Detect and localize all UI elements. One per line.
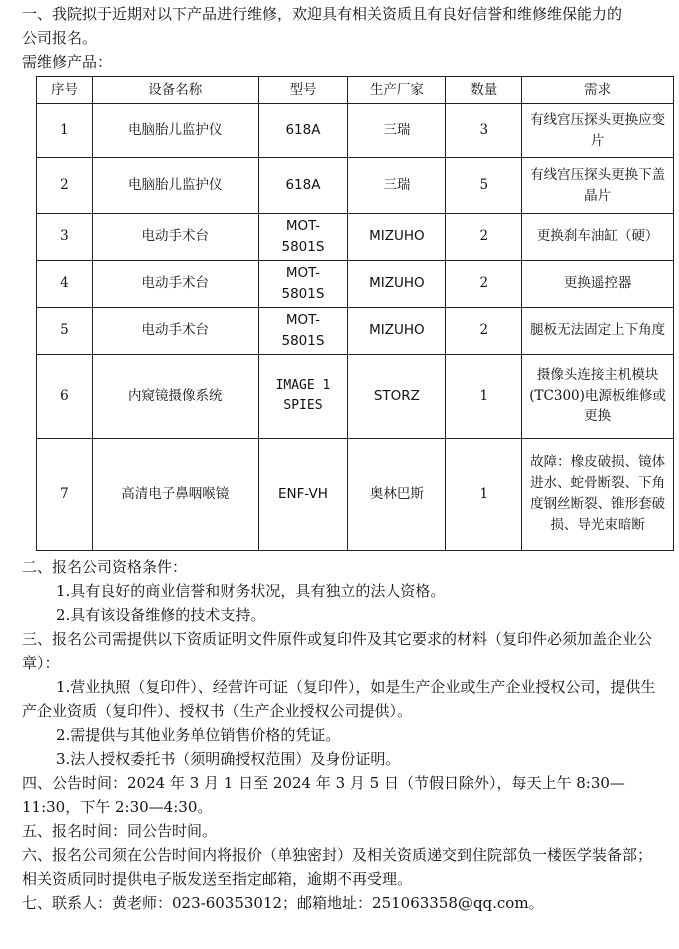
table-row xyxy=(37,260,674,307)
cell-maker: MIZUHO xyxy=(348,307,446,354)
cell-maker: MIZUHO xyxy=(348,214,446,261)
header-model: 型号 xyxy=(258,77,348,104)
section-2-item-1: 1.具有良好的商业信誉和财务状况，具有独立的法人资格。 xyxy=(56,581,446,600)
cell-qty: 2 xyxy=(446,307,522,354)
cell-name: 电动手术台 xyxy=(92,307,258,354)
products-table xyxy=(36,76,674,551)
cell-req: 有线宫压探头更换应变片 xyxy=(522,104,674,158)
cell-no: 1 xyxy=(37,104,93,158)
cell-no: 2 xyxy=(37,158,93,214)
header-maker: 生产厂家 xyxy=(348,77,446,104)
cell-model: 618A xyxy=(258,104,348,158)
cell-qty: 2 xyxy=(446,260,522,307)
table-row xyxy=(37,158,674,214)
table-row xyxy=(37,438,674,550)
table-row xyxy=(37,104,674,158)
section-2-item-2: 2.具有该设备维修的技术支持。 xyxy=(56,605,266,624)
cell-req: 腿板无法固定上下角度 xyxy=(522,307,674,354)
header-no: 序号 xyxy=(37,77,93,104)
cell-maker: MIZUHO xyxy=(348,260,446,307)
cell-name: 电脑胎儿监护仪 xyxy=(92,104,258,158)
section-3-item-1: 1.营业执照（复印件）、经营许可证（复印件），如是生产企业或生产企业授权公司，提供生产企业资质（复印件）、授权书（生产企业授权公司提供）。 xyxy=(22,677,656,720)
intro-line-1: 一、我院拟于近期对以下产品进行维修，欢迎具有相关资质且有良好信誉和维修维保能力的 xyxy=(22,5,623,23)
cell-req: 有线宫压探头更换下盖晶片 xyxy=(522,158,674,214)
cell-model: ENF-VH xyxy=(258,438,348,550)
section-5-registration-time: 五、报名时间：同公告时间。 xyxy=(22,821,218,840)
cell-name: 电动手术台 xyxy=(92,260,258,307)
section-2-title: 二、报名公司资格条件： xyxy=(22,557,188,576)
cell-model: 618A xyxy=(258,158,348,214)
cell-model: MOT-5801S xyxy=(258,307,348,354)
section-7-contact: 七、联系人：黄老师：023-60353012；邮箱地址：251063358@qq.com。 xyxy=(22,893,544,912)
header-req: 需求 xyxy=(522,77,674,104)
cell-qty: 5 xyxy=(446,158,522,214)
header-qty: 数量 xyxy=(446,77,522,104)
cell-name: 电动手术台 xyxy=(92,214,258,261)
section-3-item-3: 3.法人授权委托书（须明确授权范围）及身份证明。 xyxy=(56,749,401,768)
cell-qty: 1 xyxy=(446,438,522,550)
cell-qty: 3 xyxy=(446,104,522,158)
table-row xyxy=(37,214,674,261)
section-6-submission: 六、报名公司须在公告时间内将报价（单独密封）及相关资质递交到住院部负一楼医学装备部；相关资质同时提供电子版发送至指定邮箱，逾期不再受理。 xyxy=(22,845,653,888)
section-4-announcement-time: 四、公告时间：2024 年 3 月 1 日至 2024 年 3 月 5 日（节假日除外），每天上午 8:30—11:30，下午 2:30—4:30。 xyxy=(22,773,625,816)
cell-maker: STORZ xyxy=(348,354,446,438)
cell-qty: 2 xyxy=(446,214,522,261)
header-name: 设备名称 xyxy=(92,77,258,104)
cell-maker: 三瑞 xyxy=(348,158,446,214)
cell-model: MOT-5801S xyxy=(258,214,348,261)
section-3-item-2: 2.需提供与其他业务单位销售价格的凭证。 xyxy=(56,725,341,744)
intro-line-2: 公司报名。 xyxy=(22,29,98,47)
cell-no: 6 xyxy=(37,354,93,438)
cell-model: MOT-5801S xyxy=(258,260,348,307)
table-row xyxy=(37,307,674,354)
cell-req: 更换遥控器 xyxy=(522,260,674,307)
cell-name: 高清电子鼻咽喉镜 xyxy=(92,438,258,550)
cell-maker: 三瑞 xyxy=(348,104,446,158)
cell-req: 更换刹车油缸（硬） xyxy=(522,214,674,261)
cell-maker: 奥林巴斯 xyxy=(348,438,446,550)
table-header-row xyxy=(37,77,674,104)
cell-no: 3 xyxy=(37,214,93,261)
table-caption: 需维修产品： xyxy=(22,53,113,71)
cell-no: 4 xyxy=(37,260,93,307)
cell-model: IMAGE 1 SPIES xyxy=(258,354,348,438)
cell-req: 故障：橡皮破损、镜体进水、蛇骨断裂、下角度钢丝断裂、锥形套破损、导光束暗断 xyxy=(522,438,674,550)
cell-req: 摄像头连接主机模块(TC300)电源板维修或更换 xyxy=(522,354,674,438)
table-row xyxy=(37,354,674,438)
cell-name: 内窥镜摄像系统 xyxy=(92,354,258,438)
cell-qty: 1 xyxy=(446,354,522,438)
section-3-title: 三、报名公司需提供以下资质证明文件原件或复印件及其它要求的材料（复印件必须加盖企业公章）： xyxy=(22,629,653,672)
cell-no: 7 xyxy=(37,438,93,550)
cell-name: 电脑胎儿监护仪 xyxy=(92,158,258,214)
cell-no: 5 xyxy=(37,307,93,354)
